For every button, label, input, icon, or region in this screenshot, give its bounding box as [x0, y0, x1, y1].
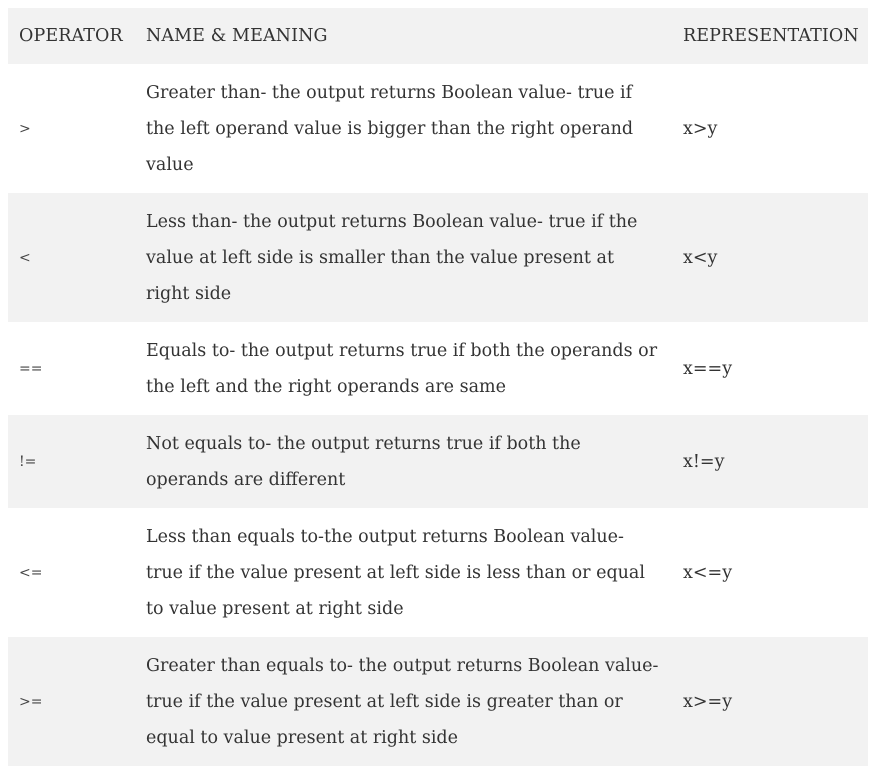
- description-cell: [135, 64, 672, 193]
- table-row: [8, 64, 868, 193]
- description-cell: [135, 193, 672, 322]
- description-text: Greater than equals to- the output returns Boolean value- true if the value present at left side is greater than or equal to value present at right side: [146, 655, 659, 748]
- table-row: [8, 508, 868, 637]
- description-cell: [135, 508, 672, 637]
- table-row: [8, 193, 868, 322]
- relational-operators-table: [8, 8, 868, 766]
- representation-cell: x>=y: [672, 637, 868, 766]
- header-operator: OPERATOR: [8, 8, 135, 64]
- description-cell: [135, 637, 672, 766]
- description-text: Less than equals to-the output returns Boolean value- true if the value present at left side is less than or equal to value present at right side: [146, 526, 645, 619]
- operator-cell: !=: [8, 415, 135, 508]
- description-cell: [135, 415, 672, 508]
- representation-cell: x!=y: [672, 415, 868, 508]
- table-row: [8, 415, 868, 508]
- operator-cell: <=: [8, 508, 135, 637]
- operators-table-container: [8, 8, 868, 766]
- representation-cell: x>y: [672, 64, 868, 193]
- description-text: Equals to- the output returns true if both the operands or the left and the right operands are same: [146, 340, 658, 397]
- table-row: [8, 637, 868, 766]
- description-text: Not equals to- the output returns true if both the operands are different: [146, 433, 581, 490]
- table-header-row: [8, 8, 868, 64]
- header-name-meaning: NAME & MEANING: [135, 8, 672, 64]
- description-text: Less than- the output returns Boolean value- true if the value at left side is smaller than the value present at right side: [146, 211, 638, 304]
- representation-cell: x==y: [672, 322, 868, 415]
- operator-cell: >=: [8, 637, 135, 766]
- representation-cell: x<y: [672, 193, 868, 322]
- header-representation: REPRESENTATION: [672, 8, 868, 64]
- description-text: Greater than- the output returns Boolean value- true if the left operand value is bigger than the right operand value: [146, 82, 634, 175]
- description-cell: [135, 322, 672, 415]
- operator-cell: <: [8, 193, 135, 322]
- operator-cell: ==: [8, 322, 135, 415]
- operator-cell: >: [8, 64, 135, 193]
- representation-cell: x<=y: [672, 508, 868, 637]
- table-row: [8, 322, 868, 415]
